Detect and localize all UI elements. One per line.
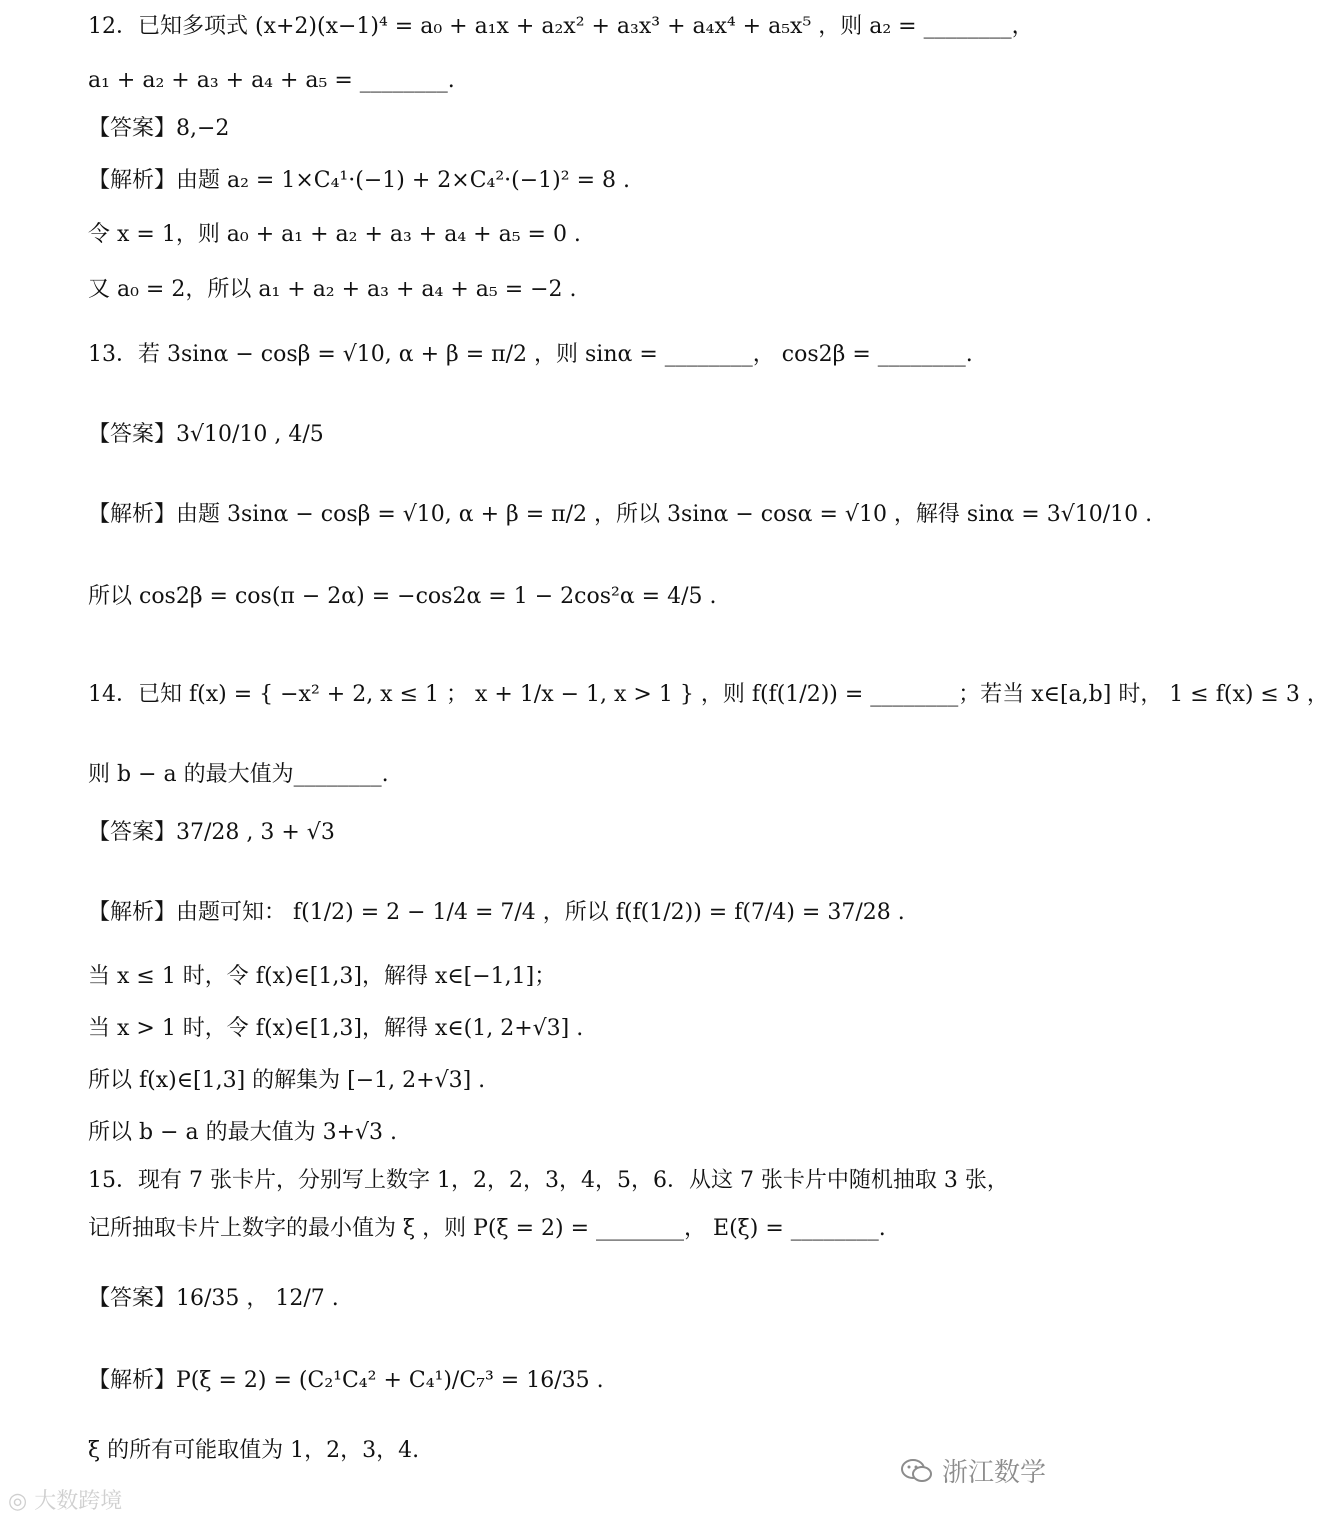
wechat-icon	[900, 1457, 934, 1485]
problem-15-line-2: 记所抽取卡片上数字的最小值为 ξ ，则 P(ξ = 2) = ________， E(ξ) = ________.	[88, 1216, 886, 1241]
solution-15-line-2: ξ 的所有可能取值为 1，2，3，4.	[88, 1438, 420, 1463]
solution-12-line-2: 令 x = 1，则 a₀ + a₁ + a₂ + a₃ + a₄ + a₅ = 0 .	[88, 222, 581, 247]
weibo-icon: ◎	[8, 1489, 28, 1514]
answer-12: 【答案】8,−2	[88, 116, 230, 141]
problem-13: 13．若 3sinα − cosβ = √10, α + β = π/2 ，则 sinα = ________， cos2β = ________.	[88, 342, 973, 367]
problem-12-line-2: a₁ + a₂ + a₃ + a₄ + a₅ = ________.	[88, 68, 455, 93]
solution-14-line-5: 所以 b − a 的最大值为 3+√3 .	[88, 1120, 398, 1145]
problem-14-line-1: 14．已知 f(x) = { −x² + 2, x ≤ 1 ； x + 1/x − 1, x > 1 } ，则 f(f(1/2)) = ________；若当 x∈[a,b] 时， 1 ≤ f(x) ≤ 3 ，	[88, 682, 1329, 707]
solution-13-line-1: 【解析】由题 3sinα − cosβ = √10, α + β = π/2 ，所以 3sinα − cosα = √10 ，解得 sinα = 3√10/10 .	[88, 502, 1153, 527]
problem-15-line-1: 15．现有 7 张卡片，分别写上数字 1，2，2，3，4，5，6．从这 7 张卡片中随机抽取 3 张，	[88, 1168, 1009, 1193]
solution-12-line-1: 【解析】由题 a₂ = 1×C₄¹·(−1) + 2×C₄²·(−1)² = 8 .	[88, 168, 630, 193]
answer-13: 【答案】3√10/10 , 4/5	[88, 422, 324, 447]
solution-14-line-3: 当 x > 1 时，令 f(x)∈[1,3]，解得 x∈(1, 2+√3] .	[88, 1016, 584, 1041]
problem-14-line-2: 则 b − a 的最大值为________.	[88, 762, 389, 787]
solution-13-line-2: 所以 cos2β = cos(π − 2α) = −cos2α = 1 − 2cos²α = 4/5 .	[88, 584, 717, 609]
solution-14-line-1: 【解析】由题可知： f(1/2) = 2 − 1/4 = 7/4 ，所以 f(f(1/2)) = f(7/4) = 37/28 .	[88, 900, 905, 925]
solution-12-line-3: 又 a₀ = 2，所以 a₁ + a₂ + a₃ + a₄ + a₅ = −2 .	[88, 277, 577, 302]
answer-14: 【答案】37/28 , 3 + √3	[88, 820, 335, 845]
watermark-right: 浙江数学	[900, 1452, 1046, 1489]
answer-15: 【答案】16/35 ， 12/7 .	[88, 1286, 339, 1311]
watermark-left: ◎ 大数跨境	[8, 1489, 123, 1514]
solution-14-line-4: 所以 f(x)∈[1,3] 的解集为 [−1, 2+√3] .	[88, 1068, 486, 1093]
solution-15-line-1: 【解析】P(ξ = 2) = (C₂¹C₄² + C₄¹)/C₇³ = 16/35 .	[88, 1368, 604, 1393]
solution-14-line-2: 当 x ≤ 1 时，令 f(x)∈[1,3]，解得 x∈[−1,1]；	[88, 964, 557, 989]
problem-12-line-1: 12．已知多项式 (x+2)(x−1)⁴ = a₀ + a₁x + a₂x² + a₃x³ + a₄x⁴ + a₅x⁵ ，则 a₂ = ________，	[88, 14, 1034, 39]
